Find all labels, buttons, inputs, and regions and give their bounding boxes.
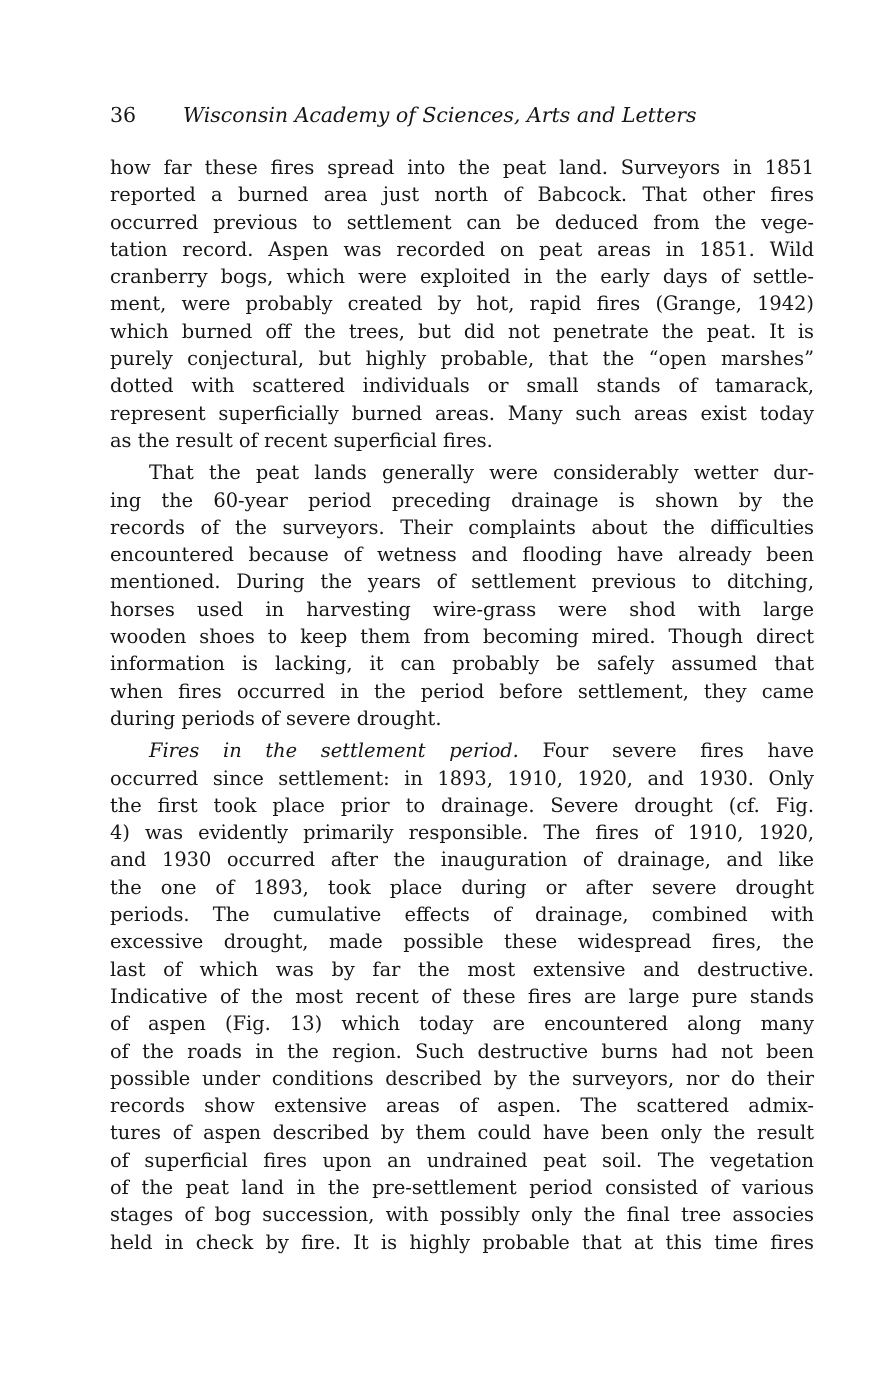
text-line: periods. The cumulative effects of drainage, combined with — [110, 903, 814, 927]
text-line: the one of 1893, took place during or after severe drought — [110, 875, 814, 899]
text-line: mentioned. During the years of settlement previous to ditching, — [110, 570, 814, 594]
text-line: purely conjectural, but highly probable, that the “open marshes” — [110, 347, 814, 371]
text-line: reported a burned area just north of Babcock. That other fires — [110, 183, 814, 207]
text-line: of superficial fires upon an undrained peat soil. The vegetation — [110, 1148, 814, 1172]
text-line: represent superficially burned areas. Many such areas exist today — [110, 401, 814, 425]
text-line: how far these fires spread into the peat land. Surveyors in 1851 — [110, 156, 814, 179]
text-line: possible under conditions described by the surveyors, nor do their — [110, 1066, 814, 1090]
text-line: and 1930 occurred after the inauguration of drainage, and like — [110, 848, 814, 872]
text-line: of the peat land in the pre-settlement period consisted of various — [110, 1175, 814, 1199]
text-line: when fires occurred in the period before settlement, they came — [110, 679, 814, 703]
text-line: records of the surveyors. Their complaints about the difficulties — [110, 515, 814, 539]
paragraph-1 — [110, 154, 814, 454]
text-line: horses used in harvesting wire-grass were shod with large — [110, 597, 814, 621]
text-line: which burned off the trees, but did not penetrate the peat. It is — [110, 319, 814, 343]
text-line: stages of bog succession, with possibly only the final tree associes — [110, 1203, 814, 1227]
page-number: 36 — [110, 103, 137, 127]
text-line: That the peat lands generally were considerably wetter dur- — [149, 461, 814, 485]
text-line: as the result of recent superficial fires. — [110, 428, 493, 452]
page — [110, 100, 814, 1256]
text-line: the first took place prior to drainage. Severe drought (cf. Fig. — [110, 793, 814, 817]
text-line: Indicative of the most recent of these fires are large pure stands — [110, 984, 814, 1008]
text-line: held in check by fire. It is highly probable that at this time fires — [110, 1230, 814, 1254]
text-line: ment, were probably created by hot, rapid fires (Grange, 1942) — [110, 292, 814, 316]
running-header — [110, 100, 814, 130]
text-line: wooden shoes to keep them from becoming mired. Though direct — [110, 625, 814, 649]
text-line: of aspen (Fig. 13) which today are encountered along many — [110, 1012, 814, 1036]
text-line: excessive drought, made possible these widespread fires, the — [110, 930, 814, 954]
text-line: encountered because of wetness and flooding have already been — [110, 543, 814, 567]
text-run: Four severe fires have — [518, 739, 814, 763]
section-run-in-heading: Fires in the settlement period. — [149, 739, 519, 763]
paragraph-2 — [110, 459, 814, 732]
text-line: during periods of severe drought. — [110, 706, 442, 730]
text-line — [110, 737, 814, 764]
text-line: occurred previous to settlement can be deduced from the vege- — [110, 210, 814, 234]
text-line: ing the 60-year period preceding drainage is shown by the — [110, 488, 814, 512]
text-line: dotted with scattered individuals or small stands of tamarack, — [110, 374, 814, 398]
text-line: last of which was by far the most extensive and destructive. — [110, 957, 814, 981]
text-line: records show extensive areas of aspen. The scattered admix- — [110, 1094, 814, 1118]
text-line: tation record. Aspen was recorded on peat areas in 1851. Wild — [110, 237, 814, 261]
text-line: cranberry bogs, which were exploited in the early days of settle- — [110, 265, 814, 289]
text-line: tures of aspen described by them could have been only the result — [110, 1121, 814, 1145]
text-line: 4) was evidently primarily responsible. The fires of 1910, 1920, — [110, 821, 814, 845]
paragraph-3 — [110, 737, 814, 1256]
text-line: information is lacking, it can probably be safely assumed that — [110, 652, 814, 676]
journal-title: Wisconsin Academy of Sciences, Arts and Letters — [183, 103, 697, 127]
text-line: of the roads in the region. Such destructive burns had not been — [110, 1039, 814, 1063]
text-line: occurred since settlement: in 1893, 1910, 1920, and 1930. Only — [110, 766, 814, 790]
